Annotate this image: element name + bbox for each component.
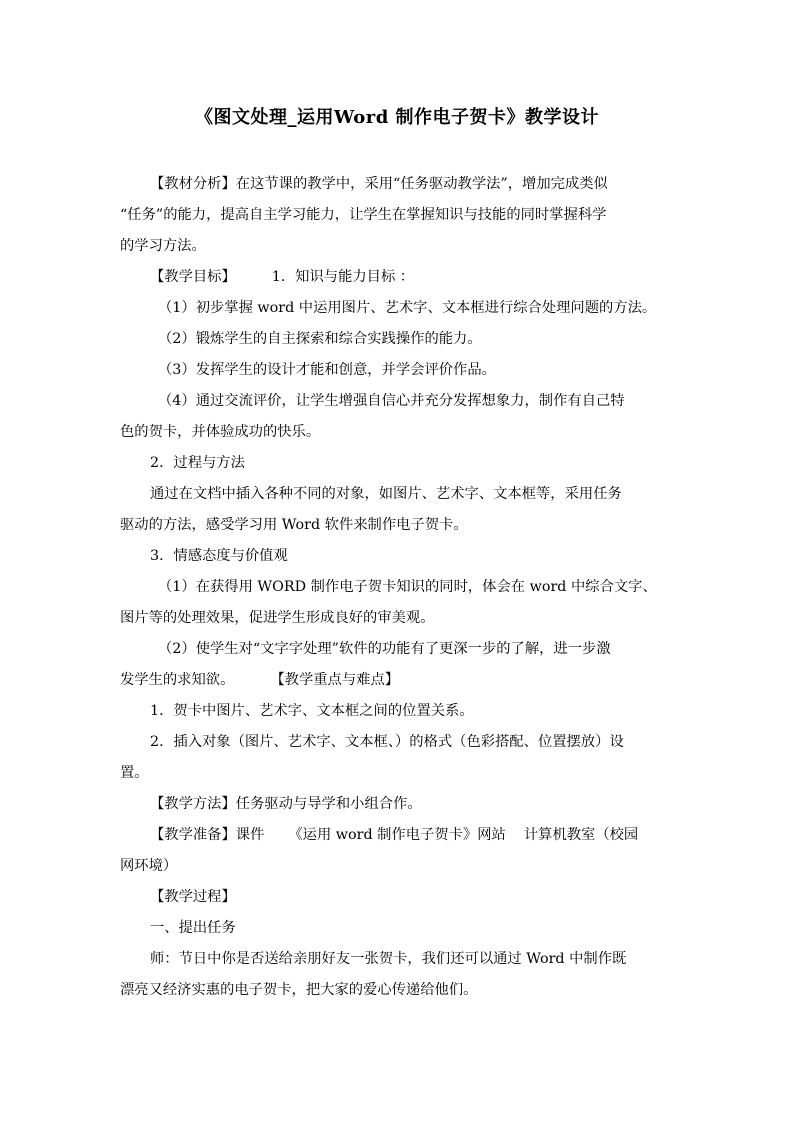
resource-name: 《运用 word 制作电子贺卡》网站 xyxy=(288,827,506,843)
subheading: 1．知识与能力目标 ： xyxy=(271,269,415,285)
paragraph-line: （2）锻炼学生的自主探索和综合实践操作的能力。 xyxy=(158,331,482,347)
document-title: 《图文处理_运用Word 制作电子贺卡》教学设计 xyxy=(194,107,600,128)
subheading: 3．情感态度与价值观 xyxy=(150,548,288,564)
paragraph-line: 置。 xyxy=(120,765,149,781)
section-heading: 【教学重点与难点】 xyxy=(270,672,400,688)
paragraph-line: （4）通过交流评价，让学生增强自信心并充分发挥想象力，制作有自己特 xyxy=(158,393,625,409)
paragraph-line: （1）在获得用 WORD 制作电子贺卡知识的同时，体会在 word 中综合文字、 xyxy=(158,579,657,595)
resource-location: 计算机教室（校园 xyxy=(523,827,639,843)
paragraph-line: “任务”的能力，提高自主学习能力，让学生在掌握知识与技能的同时掌握科学 xyxy=(120,207,607,223)
paragraph-line: 网环境） xyxy=(120,858,178,874)
document-body xyxy=(120,169,682,1006)
paragraph-line: 通过在文档中插入各种不同的对象，如图片、艺术字、文本框等，采用任务 xyxy=(150,486,622,502)
section-heading: 【教学准备】课件 xyxy=(150,827,265,843)
paragraph-line: （1）初步掌握 word 中运用图片、艺术字、文本框进行综合处理问题的方法。 xyxy=(158,300,657,316)
paragraph-line: （3）发挥学生的设计才能和创意，并学会评价作品。 xyxy=(158,362,496,378)
paragraph-line: 色的贺卡，并体验成功的快乐。 xyxy=(120,424,321,440)
paragraph-line: 驱动的方法，感受学习用 Word 软件来制作电子贺卡。 xyxy=(120,517,468,533)
paragraph-line: 1．贺卡中图片、艺术字、文本框之间的位置关系。 xyxy=(150,703,474,719)
subheading: 一、提出任务 xyxy=(150,920,236,936)
paragraph-line: 图片等的处理效果，促进学生形成良好的审美观。 xyxy=(120,610,435,626)
paragraph-line: 【教材分析】在这节课的教学中，采用“任务驱动教学法”，增加完成类似 xyxy=(150,176,608,192)
subheading: 2．过程与方法 xyxy=(150,455,245,471)
paragraph-line: 漂亮又经济实惠的电子贺卡，把大家的爱心传递给他们。 xyxy=(120,982,478,998)
paragraph-text: 发学生的求知欲。 xyxy=(120,672,235,688)
paragraph-line: 2．插入对象（图片、艺术字、文本框、）的格式（色彩搭配、位置摆放）设 xyxy=(150,734,624,750)
teaching-goals-line xyxy=(120,262,682,293)
paragraph-line: 的学习方法。 xyxy=(120,238,206,254)
teaching-preparation-line xyxy=(120,820,682,851)
paragraph-line: 师：节日中你是否送给亲朋好友一张贺卡，我们还可以通过 Word 中制作既 xyxy=(150,951,627,967)
section-heading: 【教学目标】 xyxy=(150,269,236,285)
section-heading: 【教学过程】 xyxy=(150,889,236,905)
paragraph-line xyxy=(120,665,682,696)
paragraph-line: （2）使学生对“文字字处理”软件的功能有了更深一步的了解，进一步激 xyxy=(158,641,611,657)
paragraph-line: 【教学方法】任务驱动与导学和小组合作。 xyxy=(150,796,422,812)
